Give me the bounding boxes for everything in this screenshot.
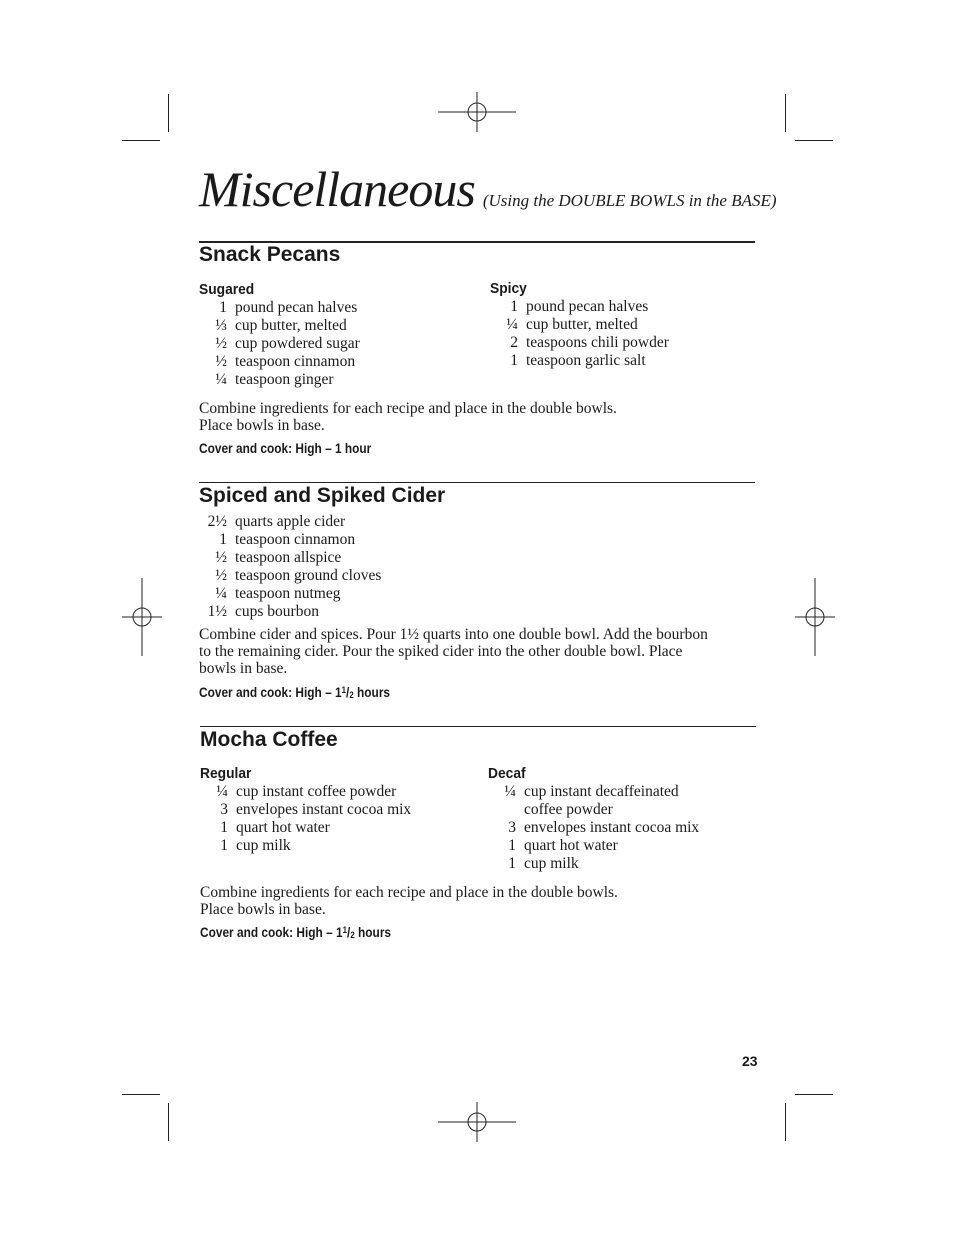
ingredient-quantity: ½ xyxy=(215,549,227,566)
ingredient-text: pound pecan halves xyxy=(526,298,649,315)
ingredient-quantity: 2½ xyxy=(207,513,227,530)
ingredient-text: cup butter, melted xyxy=(235,317,347,334)
directions-snack-pecans: Combine ingredients for each recipe and place in the double bowls. Place bowls in base. xyxy=(199,400,617,434)
directions-mocha: Combine ingredients for each recipe and place in the double bowls. Place bowls in base. xyxy=(200,884,618,918)
recipe-heading-mocha: Mocha Coffee xyxy=(200,728,338,751)
ingredient-text: cup butter, melted xyxy=(526,316,638,333)
ingredient-text: envelopes instant cocoa mix xyxy=(524,819,700,836)
cook-text: Cover and cook: High – 1 xyxy=(200,925,343,940)
ingredient-text: envelopes instant cocoa mix xyxy=(236,801,412,818)
ingredient-quantity: 2 xyxy=(510,334,518,351)
cook-fraction-denominator: 2 xyxy=(349,690,354,700)
crop-mark xyxy=(795,1094,833,1095)
registration-mark-left xyxy=(122,578,162,656)
ingredient-row xyxy=(219,531,381,549)
registration-mark-bottom xyxy=(438,1102,516,1142)
ingredient-row xyxy=(506,316,669,334)
variant-label-spicy: Spicy xyxy=(490,280,527,297)
cook-fraction-numerator: 1 xyxy=(341,685,347,695)
ingredient-row xyxy=(215,335,360,353)
ingredient-row xyxy=(215,317,360,335)
ingredient-text: teaspoon ground cloves xyxy=(235,567,382,584)
cook-fraction-numerator: 1 xyxy=(342,925,348,935)
ingredient-quantity: ¼ xyxy=(504,783,516,800)
page-title-text: Miscellaneous xyxy=(199,161,475,217)
page-title xyxy=(199,160,777,218)
ingredient-row xyxy=(510,352,669,370)
ingredient-text: cup instant coffee powder xyxy=(236,783,397,800)
cook-instructions-snack-pecans xyxy=(199,441,371,456)
registration-mark-top xyxy=(438,92,516,132)
ingredient-row xyxy=(219,299,360,317)
ingredient-quantity: ¼ xyxy=(506,316,518,333)
ingredient-text: cup powdered sugar xyxy=(235,335,360,352)
ingredient-row xyxy=(524,801,699,819)
ingredient-row xyxy=(504,783,699,801)
section-divider xyxy=(200,726,756,727)
page-subtitle: (Using the DOUBLE BOWLS in the BASE) xyxy=(482,191,777,210)
crop-mark xyxy=(168,94,169,132)
ingredient-row xyxy=(508,837,699,855)
cook-instructions-mocha: Cover and cook: High – $1^1/_2$ hours xyxy=(200,925,392,940)
ingredient-quantity: 1 xyxy=(510,298,518,315)
ingredient-row xyxy=(207,603,381,621)
ingredient-quantity: ½ xyxy=(215,567,227,584)
ingredient-text: coffee powder xyxy=(524,801,613,818)
ingredient-quantity: ⅓ xyxy=(215,317,227,334)
ingredient-quantity: ½ xyxy=(215,335,227,352)
crop-mark xyxy=(785,94,786,132)
ingredient-quantity: 1 xyxy=(219,299,227,316)
cook-text: Cover and cook: High – 1 hour xyxy=(199,441,372,456)
ingredient-text: cup milk xyxy=(236,837,291,854)
cook-fraction-denominator: 2 xyxy=(350,930,355,940)
ingredient-row xyxy=(510,334,669,352)
directions-cider: Combine cider and spices. Pour 1½ quarts into one double bowl. Add the bourbon to the remaining cider. Pour the spiked cider into the other double bowl. Place bowls in base. xyxy=(199,626,708,677)
ingredient-row xyxy=(215,371,360,389)
ingredient-quantity: ¼ xyxy=(216,783,228,800)
cook-unit: hours xyxy=(354,925,392,940)
variant-label-sugared: Sugared xyxy=(199,281,255,298)
ingredient-row xyxy=(220,837,411,855)
ingredient-text: teaspoon ginger xyxy=(235,371,334,388)
page-number: 23 xyxy=(742,1053,758,1069)
recipe-heading-cider: Spiced and Spiked Cider xyxy=(199,484,446,507)
ingredient-list-sugared xyxy=(215,299,360,389)
ingredient-text: pound pecan halves xyxy=(235,299,358,316)
variant-label-decaf: Decaf xyxy=(488,765,526,782)
ingredient-text: teaspoon allspice xyxy=(235,549,342,566)
ingredient-row xyxy=(220,801,412,819)
ingredient-row xyxy=(215,353,360,371)
ingredient-row xyxy=(220,819,411,837)
ingredient-quantity: ¼ xyxy=(215,371,227,388)
cook-unit: hours xyxy=(353,685,391,700)
ingredient-text: quart hot water xyxy=(236,819,330,836)
ingredient-row xyxy=(215,567,382,585)
ingredient-quantity: 1 xyxy=(220,837,228,854)
ingredient-quantity: 1 xyxy=(510,352,518,369)
ingredient-list-spicy xyxy=(506,298,669,370)
ingredient-row xyxy=(216,783,411,801)
ingredient-text: quart hot water xyxy=(524,837,618,854)
section-divider xyxy=(199,482,755,483)
cook-text: Cover and cook: High – 1 xyxy=(199,685,342,700)
registration-mark-right xyxy=(795,578,835,656)
ingredient-row xyxy=(510,298,669,316)
ingredient-quantity: 1 xyxy=(219,531,227,548)
ingredient-quantity: 3 xyxy=(220,801,228,818)
crop-mark xyxy=(795,140,833,141)
crop-mark xyxy=(122,140,160,141)
ingredient-text: teaspoon garlic salt xyxy=(526,352,646,369)
ingredient-quantity: 1 xyxy=(508,855,516,872)
cook-instructions-cider: Cover and cook: High – $1^1/_2$ hours xyxy=(199,685,391,700)
ingredient-text: cups bourbon xyxy=(235,603,319,620)
ingredient-text: quarts apple cider xyxy=(235,513,346,530)
crop-mark xyxy=(122,1094,160,1095)
ingredient-row xyxy=(215,549,381,567)
ingredient-row xyxy=(207,513,381,531)
ingredient-row xyxy=(508,819,700,837)
recipe-heading-snack-pecans: Snack Pecans xyxy=(199,243,341,266)
ingredient-text: teaspoon cinnamon xyxy=(235,531,356,548)
variant-label-regular: Regular xyxy=(200,765,252,782)
ingredient-list-cider xyxy=(207,513,382,621)
crop-mark xyxy=(785,1103,786,1141)
ingredient-row xyxy=(508,855,699,873)
ingredient-quantity: ½ xyxy=(215,353,227,370)
ingredient-quantity: ¼ xyxy=(215,585,227,602)
ingredient-list-regular xyxy=(216,783,412,855)
ingredient-quantity: 1 xyxy=(508,837,516,854)
ingredient-text: teaspoons chili powder xyxy=(526,334,669,351)
ingredient-text: cup instant decaffeinated xyxy=(524,783,679,800)
ingredient-quantity: 3 xyxy=(508,819,516,836)
ingredient-text: teaspoon nutmeg xyxy=(235,585,341,602)
ingredient-row xyxy=(215,585,381,603)
ingredient-text: teaspoon cinnamon xyxy=(235,353,356,370)
ingredient-quantity: 1 xyxy=(220,819,228,836)
ingredient-text: cup milk xyxy=(524,855,579,872)
ingredient-quantity: 1½ xyxy=(207,603,227,620)
ingredient-list-decaf xyxy=(504,783,700,873)
crop-mark xyxy=(168,1103,169,1141)
